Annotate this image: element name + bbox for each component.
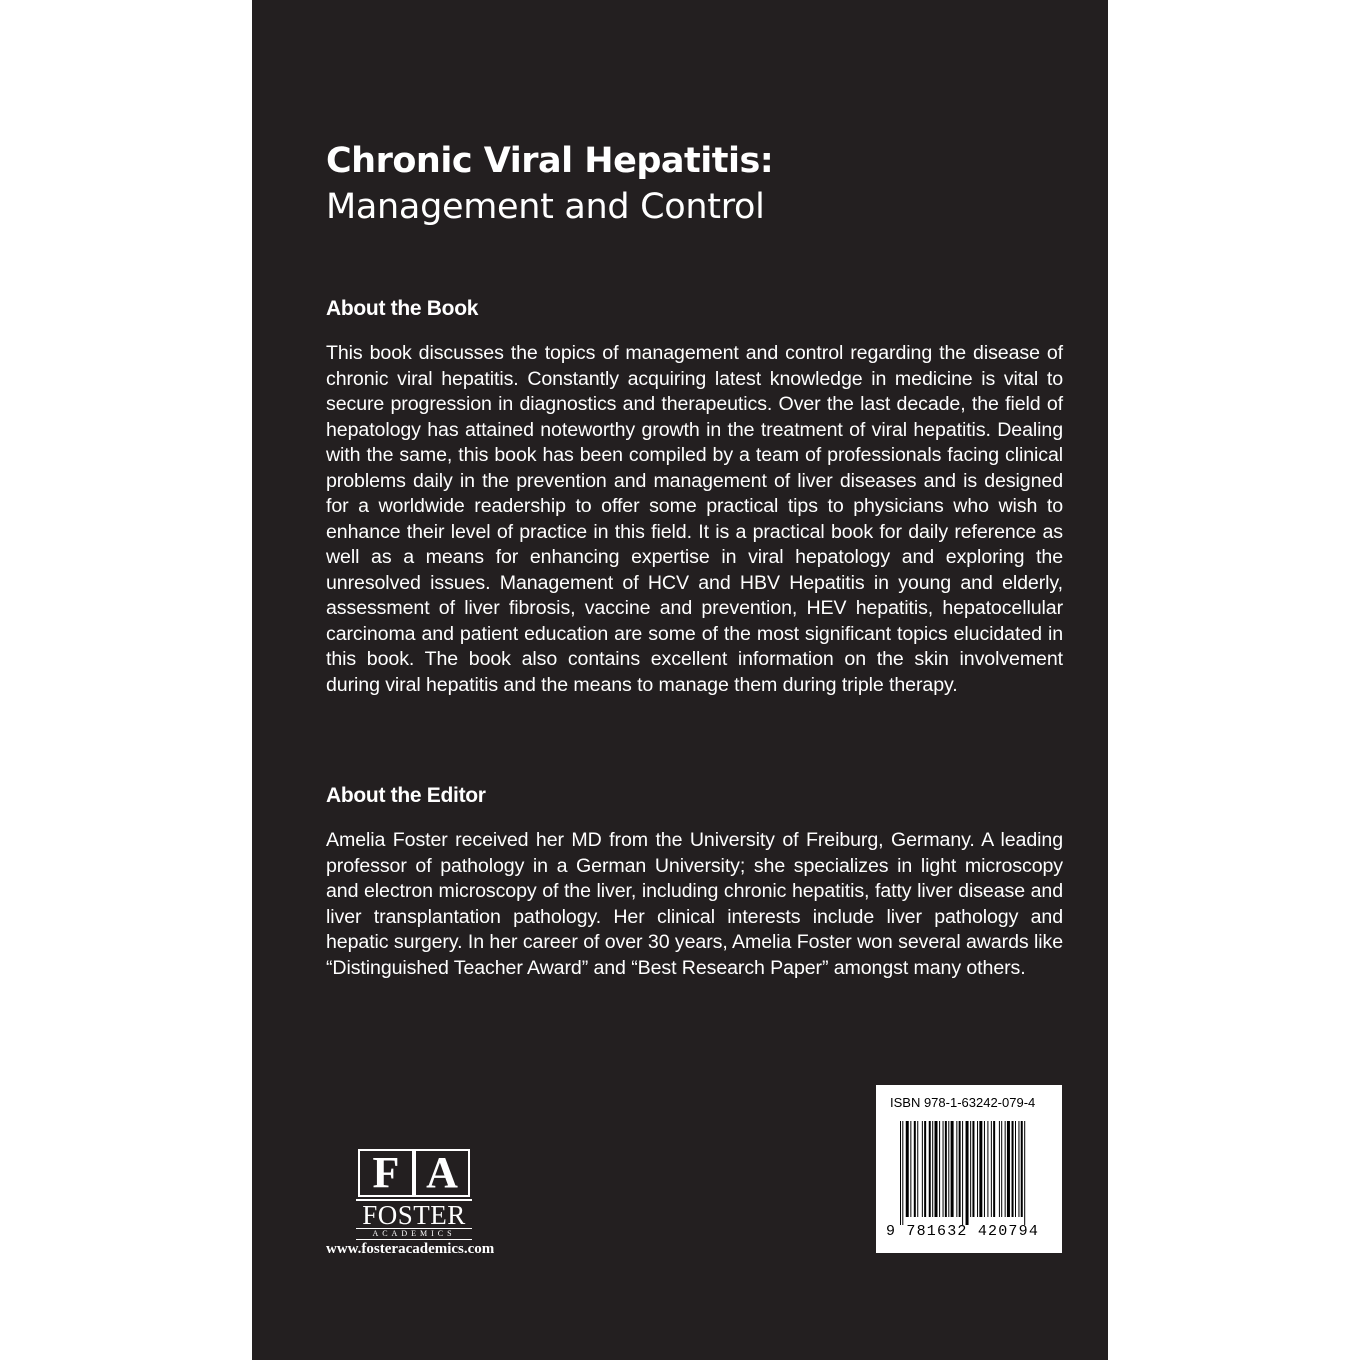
book-title [326,138,1046,230]
barcode-bar [935,1121,938,1217]
barcode-bar [932,1121,933,1217]
barcode-bar [929,1121,931,1217]
publisher-website: www.fosteracademics.com [326,1241,495,1257]
about-book-heading: About the Book [326,297,479,320]
logo-letter-boxes [356,1149,472,1197]
barcode-bar [922,1121,923,1217]
about-editor-text: Amelia Foster received her MD from the University of Freiburg, Germany. A leading professor of pathology in a German University; she specializes in light microscopy and electron microscopy of the liver, including chronic hepatitis, fatty liver disease and liver transplantation pathology. Her clinical interests include liver pathology and hepatic surgery. In her career of over 30 years, Amelia Foster won several awards like “Distinguished Teacher Award” and “Best Research Paper” amongst many others. [326,829,1063,979]
barcode-bar [951,1121,954,1217]
barcode-icon [900,1121,1040,1225]
barcode-bar [910,1121,911,1217]
about-book-text: This book discusses the topics of management and control regarding the disease of chronic viral hepatitis. Constantly acquiring latest knowledge in medicine is vital to secure progression in diagnostics and therapeutics. Over the last decade, the field of hepatology has attained noteworthy growth in the treatment of viral hepatitis. Dealing with the same, this book has been compiled by a team of professionals facing clinical problems daily in the prevention and management of liver diseases and is designed for a worldwide readership to offer some practical tips to physicians who wish to enhance their level of practice in this field. It is a practical book for daily reference as well as a means for enhancing expertise in viral hepatology and exploring the unresolved issues. Management of HCV and HBV Hepatitis in young and elderly, assessment of liver fibrosis, vaccine and prevention, HEV hepatitis, hepatocellular carcinoma and patient education are some of the most significant topics elucidated in this book. The book also contains excellent information on the skin involvement during viral hepatitis and the means to manage them during triple therapy. [326,342,1063,696]
barcode-bar [999,1121,1000,1217]
barcode-bar [1007,1121,1010,1217]
logo-subtitle: ACADEMICS [356,1228,472,1240]
barcode-bar [900,1121,901,1225]
barcode-bar [945,1121,947,1217]
barcode-bar [1012,1121,1014,1217]
barcode-bar [972,1121,974,1217]
barcode-bar [943,1121,944,1217]
barcode-bar [987,1121,988,1217]
barcode-bar [1015,1121,1016,1217]
barcode-bar [1018,1121,1019,1217]
barcode-bar [914,1121,916,1217]
barcode-bar [962,1121,963,1225]
barcode-bar [906,1121,909,1217]
book-title-line-1: Chronic Viral Hepatitis: [326,141,774,181]
about-editor-heading: About the Editor [326,784,486,807]
book-title-line-2: Management and Control [326,187,765,227]
barcode-bar [956,1121,957,1217]
barcode-bar [984,1121,985,1217]
barcode-bar [991,1121,992,1217]
barcode-bar [977,1121,978,1217]
book-back-cover [252,0,1108,1360]
barcode-bar [1001,1121,1002,1217]
barcode-digits: 9 781632 420794 [886,1223,1040,1240]
barcode-bar [1005,1121,1006,1217]
isbn-label: ISBN 978-1-63242-079-4 [890,1095,1036,1110]
barcode-bar [902,1121,903,1225]
barcode-bar [1021,1121,1023,1217]
barcode-bar [924,1121,926,1217]
publisher-logo [356,1149,472,1240]
barcode-bar [979,1121,982,1217]
barcode-bar [970,1121,971,1217]
isbn-barcode-panel [876,1085,1062,1253]
barcode-bar [917,1121,918,1217]
barcode-bar [959,1121,961,1217]
barcode-bar [948,1121,949,1217]
logo-letter-f: F [358,1149,414,1197]
barcode-bar [993,1121,995,1217]
logo-letter-a: A [414,1149,470,1197]
barcode-bar [1024,1121,1025,1225]
barcode-bar [939,1121,940,1217]
barcode-bar [966,1121,969,1225]
logo-wordmark: FOSTER [356,1199,472,1228]
